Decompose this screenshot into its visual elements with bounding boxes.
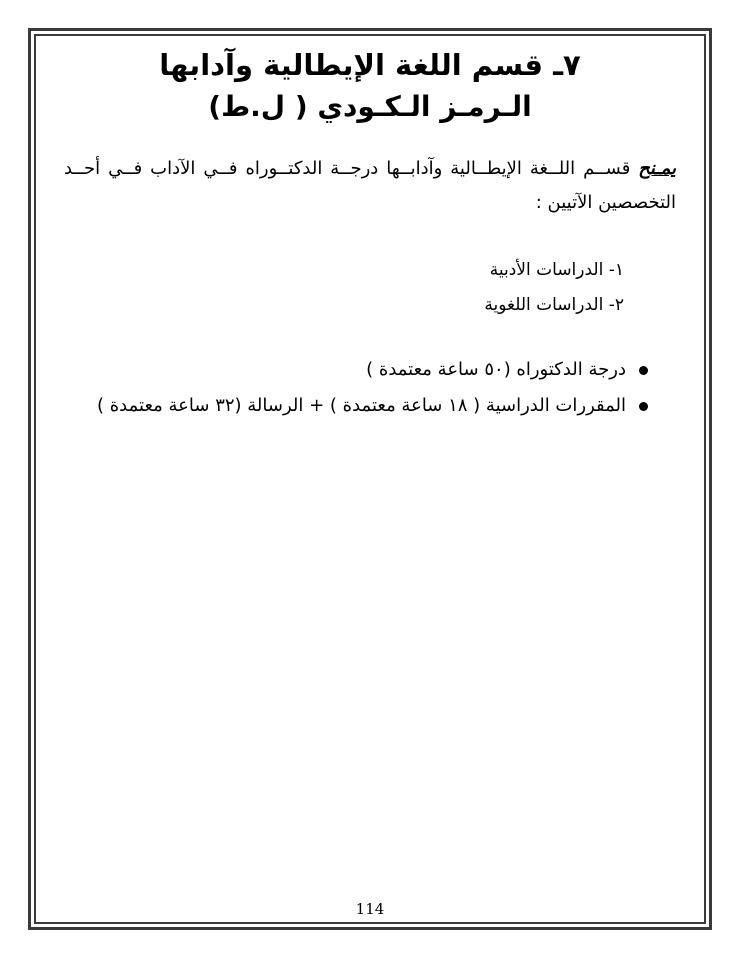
- specialization-item: ١- الدراسات الأدبية: [489, 260, 624, 280]
- intro-text: قســم اللــغة الإيطــالية وآدابــها درجــة الدكتــوراه فــي الآداب فــي أحــد التخصصين الآتيين :: [64, 158, 676, 213]
- department-code: الـرمـز الـكـودي ( ل.ط): [208, 90, 532, 123]
- requirement-text: المقررات الدراسية ( ١٨ ساعة معتمدة ) + الرسالة (٣٢ ساعة معتمدة ): [97, 395, 626, 416]
- requirement-item: [97, 388, 650, 424]
- specialization-item: ٢- الدراسات اللغوية: [484, 295, 624, 315]
- bullet-icon: [639, 366, 648, 375]
- requirement-text: درجة الدكتوراه (٥٠ ساعة معتمدة ): [366, 359, 626, 380]
- requirement-item: [97, 352, 650, 388]
- intro-paragraph: [64, 152, 676, 220]
- document-page: [34, 34, 706, 924]
- department-title: ٧ـ قسم اللغة الإيطالية وآدابها: [159, 48, 581, 82]
- requirements-list: [97, 352, 650, 424]
- intro-verb: يمـنح: [638, 158, 676, 179]
- bullet-icon: [639, 402, 648, 411]
- page-number: 114: [355, 900, 385, 918]
